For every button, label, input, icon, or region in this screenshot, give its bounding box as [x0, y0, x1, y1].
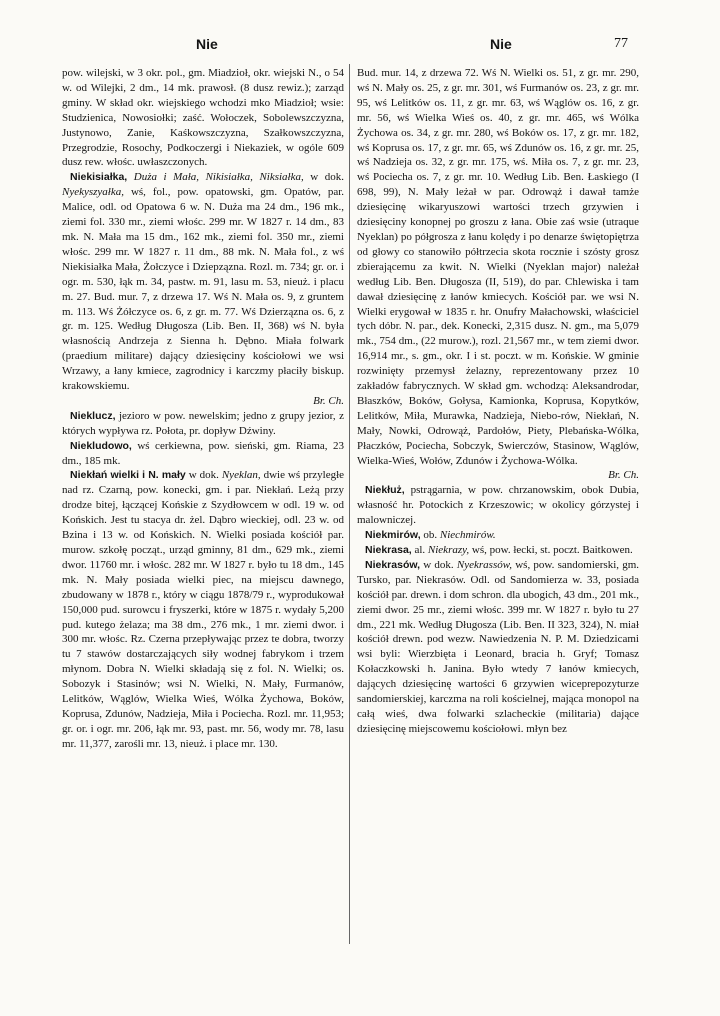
entry-text: al.: [414, 544, 426, 556]
dictionary-entry: [357, 543, 639, 558]
entry-text: w dok.: [188, 469, 219, 482]
running-head-left: Nie: [196, 36, 218, 52]
author-signature: Br. Ch.: [608, 469, 639, 482]
entry-text: jezioro w pow. newelskim; jedno z grupy jezior, z których wypływa rz. Połota, pr. dopływ Dźwiny.: [62, 409, 344, 437]
entry-variant-names: Nyekyszyałka,: [62, 186, 124, 199]
page-number: 77: [614, 36, 628, 51]
entry-text: wś cerkiewna, pow. sieński, gm. Riama, 23 dm., 185 mk.: [62, 439, 344, 467]
entry-variant-names: Niekrazy,: [427, 544, 470, 556]
dictionary-entry: [357, 558, 639, 737]
entry-headword: Niekłań wielki i N. mały: [70, 469, 186, 482]
entry-headword: Niekmirów,: [365, 529, 421, 542]
entry-text: pstrągarnia, w pow. chrzanowskim, obok Dubia, własność hr. Potockich z Krzeszowic; w okolicy górzystej i malowniczej.: [357, 484, 639, 527]
entry-headword: Niekisiałka,: [70, 171, 128, 184]
entry-text: w dok.: [310, 171, 344, 184]
column-divider: [349, 64, 350, 944]
dictionary-entry: [62, 409, 344, 439]
dictionary-entry: [357, 528, 639, 543]
entry-headword: Niekrasów,: [365, 558, 421, 571]
entry-headword: Nieklucz,: [70, 409, 116, 422]
running-head-right: Nie: [490, 36, 512, 52]
entry-text: ob.: [423, 529, 438, 542]
running-header: [0, 36, 720, 58]
right-column: [357, 66, 639, 737]
entry-variant-names: Nyekrassów,: [456, 558, 513, 571]
entry-text: w dok.: [423, 558, 454, 571]
entry-headword: Niekrasa,: [365, 544, 412, 556]
left-column: [62, 66, 344, 752]
dictionary-entry: [357, 483, 639, 528]
entry-variant-names: Nyeklan,: [221, 469, 261, 482]
entry-text: wś, pow. łecki, st. poczt. Baitkowen.: [471, 544, 633, 556]
entry-cross-reference: Niechmirów.: [439, 529, 496, 542]
entry-variant-names: Duża i Mała, Nikisiałka, Niksiałka,: [133, 171, 304, 184]
continued-entry-text: Bud. mur. 14, z drzewa 72. Wś N. Wielki os. 51, z gr. mr. 290, wś N. Mały os. 25, z gr. mr. 301, wś Furmanów os. 23, z gr. mr. 95, wś Lelitków os. 11, z gr. mr. 63, wś Wąglów os. 16, z gr. mr. 56, wś Wielka Wieś os. 40, z gr. mr. 465, wś Wólka Żychowa os. 34, z gr. mr. 280, wś Boków os. 17, z gr. mr. 182, wś Koprusa os. 17, z gr. mr. 65, wś Zdunów os. 16, z gr. mr. 25, wś Nadzieja os. 32, z gr. mr. 175, wś. Miła os. 7, z gr. mr. 23, wś Pociecha os. 7, z gr. mr. 10. Według Lib. Ben. Łaskiego (I 698, 99), N. Mały leżał w par. Odrowąż i dawał tamże dziesięcinę wikaryuszowi wartości trzech grzywien i dziesięciny konopnej po groszu z łana. Obie zaś wsie (utraque Nyeklan) po półgrosza z łanu kolędy i po denarze świętopiętrza od głowy co stanowiło półtrzecia skota rocznie i szósty grosz zbierającemu za kwit. N. Wielki (Nyeklan major) należał według Lib. Ben. Długosza (II, 519), do par. Chlewiska i tam dawał dziesięcinę z łanów kmiecych. Kościół par. we wsi N. Wielki erygował w 1835 r. hr. Onufry Małachowski, właściciel tych dóbr. N. par., dek. Konecki, 2,315 dusz. N. gm., ma 5,079 mk., 754 dm., (22 murow.), rozl. 21,567 mr., w tem ziemi dwor. 16,914 mr., s. gm., okr. I i st. poczt. w m. Końskie. W gminie rozwinięty przemysł żelazny, reprezentowany przez 10 zakładów fabrycznych. W skład gm. wchodzą: Aleksandrodar, Błaszków, Boków, Gołysa, Kamionka, Koprusa, Kopytków, Lelitków, Miła, Murawka, Nadzieja, Niebo-rów, Niekłań, N. Mały, Nowki, Odrowąż, Pardołów, Piety, Plebańska-Wólka, Płaczków, Pociecha, Sobczyk, Swierczów, Stasinow, Wąglów, Wielka-Wieś, Wołów, Zdunów i Żychowa-Wólka.: [357, 67, 639, 467]
entry-headword: Niekludowo,: [70, 439, 132, 452]
entry-text: wś, fol., pow. opatowski, gm. Opatów, par. Malice, odl. od Opatowa 6 w. N. Duża ma 24 dm., 196 mk., ziemi fol. 330 mr., ziemi włośc. 299 mr. W 1827 r. 14 dm., 83 mk. N. Mała ma 15 dm., 162 mk., ziemi fol. 350 mr., ziemi włośc. 299 mr. W 1827 r. 11 dm., 88 mk. N. Mała fol., z wś Niekisiałka Mała, Żołczyce i Dziерzązna. Rozl. m. 734; gr. or. i ogr. m. 530, łąk m. 34, pastw. m. 91, lasu m. 53, nieuż. i placu m. 27. Bud. mur. 7, z drzewa 17. Wś N. Mała os. 9, z gruntem m. 113. Wś Żółczyce os. 6, z gr. m. 77. Wś Dzierzązna os. 6, z gr. m. 125. Według Długosza (Lib. Ben. II, 368) wś N. była własnością Andrzeja z Sienna h. Dębno. Miała folwark (praedium militare) dający dziesięciny kościołowi we wsi Wrzawy, a łany kmiece, zagrodnicy i karczmy płaciły biskup. krakowskiemu.: [62, 186, 344, 393]
dictionary-entry: [62, 170, 344, 394]
author-signature: Br. Ch.: [313, 394, 344, 407]
dictionary-entry: [62, 439, 344, 469]
continued-entry-text: pow. wilejski, w 3 okr. pol., gm. Miadzioł, okr. wiejski N., o 54 w. od Wilejki, 2 dm., 14 mk. prawosł. (8 dusz rewiz.); zarząd gminy. W skład okr. wiejskiego wchodzi mko Miadzioł; wsie: Studzienica, Nowosiołki; zaść. Wołoczek, Sobolewszczyzna, Justynowo, Zanie, Kaśkowszczyzna, Szałkowszczyzna, Przegrodzie, Rosochy, Podkoczergi i Niekaziek, w ogóle 609 dusz rew. włośc. uwłaszczonych.: [62, 67, 344, 169]
dictionary-entry: [62, 468, 344, 751]
entry-text: dwie wś przyległe nad rz. Czarną, pow. konecki, gm. i par. Niekłań. Leżą przy drodze bitej, łączącej Końskie z Szydłowcem w odl. 19 w. od Końskich. Jest tu stacya dr. żel. Dąbro wieckiej, odl. 23 w. od Bzina i 13 w. od Końskich. N. Wielki posiada kościół par. murow. szkołę począt., urząd gminny, 81 dm., 629 mk., ziemi dwor. 11760 mr. i włośc. 282 mr. W 1827 r. było tu 18 dm., 145 mk. N. Mały posiada wielki piec, na miejscu dawnego, zbudowany w 1878 r., który w ciągu 1878/79 r., wyprodukował 150,000 pud. surowcu i fryszerki, które w 1875 r. wydały 5,200 pud. kutego żelaza; ma 38 dm., 276 mk., 1 mr. ziemi dwor. i 300 mr. włośc. Rz. Czerna przepływając przez te dobra, tworzy tu 7 stawów dostarczających siły wodnej fabrykom i trzem młynom. Dobra N. Wielki składają się z fol. N. Wielki; os. Sobozyk i Stasinów; wsi N. Wielki, N. Mały, Furmanów, Lelitków, Wąglów, Wielka Wieś, Wólka Żychowa, Boków, Koprusa, Zdunów, Nadzieja, Miła i Pociecha. Rozl. mr. 11,953; gr. or. i ogr. mr. 206, łąk mr. 93, past. mr. 56, wody mr. 78, lasu mr. 11,377, zarośli mr. 13, nieuż. i place mr. 130.: [62, 469, 344, 750]
entry-headword: Niekłuż,: [365, 484, 405, 497]
entry-text: wś, pow. sandomierski, gm. Tursko, par. Niekrasów. Odl. od Sandomierza w. 33, posiada kościół par. drewn. i dom schron. dla ubogich, 43 dm., 201 mk., ziemi dwor. 25 mr., ziemi włośc. 399 mr. W 1827 r. było tu 27 dm., 221 mk. Według Długosza (Lib. Ben. II 323, 324), N. miał kościół drewn. pod wezw. Nawiedzenia N. P. M. Dziedzicami wsi byli: Wierzbięta i Leonard, bracia h. Gryf; Tomasz Kołaczkowski h. Janina. Było wtedy 7 łanów kmiecych, dających dziesięcinę wartości 6 grzywien wiceprepozyturze sandomierskiej, karczma na roli kościelnej, mająca monopol na całą wieś, dwa folwarki szlacheckie (militaria) dające dziesięcinę miejscowemu kościołowi. młyn bez: [357, 558, 639, 735]
